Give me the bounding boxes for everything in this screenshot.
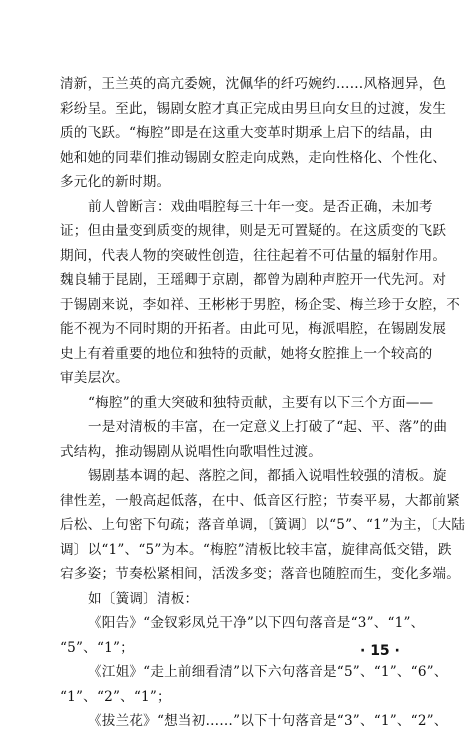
text-line: 史上有着重要的地位和独特的贡献，她将女腔推上一个较高的 xyxy=(60,345,433,362)
text-line: 于锡剧来说，李如祥、王彬彬于男腔，杨企雯、梅兰珍于女腔，不 xyxy=(60,296,461,313)
text-line: 锡剧基本调的起、落腔之间，都插入说唱性较强的清板。旋 xyxy=(88,468,447,484)
text-line: “1”、“2”、“1”； xyxy=(60,688,171,705)
text-line: 式结构，推动锡剧从说唱性向歌唱性过渡。 xyxy=(60,443,323,460)
text-line: 一是对清板的丰富，在一定意义上打破了“起、平、落”的曲 xyxy=(88,419,448,435)
page-number: · 15 · xyxy=(360,643,400,659)
text-line: 质的飞跃。“梅腔”即是在这重大变革时期承上启下的结晶，由 xyxy=(60,125,433,141)
text-line: 清新，王兰英的高亢委婉，沈佩华的纤巧婉约……风格迥异，色 xyxy=(60,76,447,92)
text-line: 《拔兰花》“想当初……”以下十句落音是“3”、“1”、“2”、 xyxy=(88,713,448,729)
text-line: 期间，代表人物的突破性创造，往往起着不可估量的辐射作用。 xyxy=(60,247,447,264)
body-text xyxy=(60,72,466,734)
text-line: 《江姐》“走上前细看清”以下六句落音是“5”、“1”、“6”、 xyxy=(88,664,448,680)
text-line: 律性差，一般高起低落，在中、低音区行腔；节奏平易，大都前紧 xyxy=(60,492,461,509)
text-line: 审美层次。 xyxy=(60,370,129,386)
text-line: 《阳告》“金钗彩凤兑干净”以下四句落音是“3”、“1”、 xyxy=(88,615,425,631)
text-line: 她和她的同辈们推动锡剧女腔走向成熟，走向性格化、个性化、 xyxy=(60,149,447,166)
text-line: 证；但由量变到质变的规律，则是无可置疑的。在这质变的飞跃 xyxy=(60,223,447,239)
text-line: 彩纷呈。至此，锡剧女腔才真正完成由男旦向女旦的过渡，发生 xyxy=(60,100,447,117)
text-line: 调〕以“1”、“5”为本。“梅腔”清板比较丰富，旋律高低交错，跌 xyxy=(60,541,452,558)
text-line: 后松、上句密下句疏；落音单调，〔簧调〕以“5”、“1”为主，〔大陆 xyxy=(60,517,466,533)
text-line: “梅腔”的重大突破和独特贡献，主要有以下三个方面—— xyxy=(88,394,434,411)
text-line: “5”、“1”； xyxy=(60,639,134,656)
text-line: 如〔簧调〕清板： xyxy=(88,590,199,607)
text-line: 魏良辅于昆剧，王瑶卿于京剧，都曾为剧种声腔开一代先河。对 xyxy=(60,272,447,288)
text-line: 多元化的新时期。 xyxy=(60,174,171,190)
text-line: 前人曾断言：戏曲唱腔每三十年一变。是否正确，未加考 xyxy=(88,198,433,215)
text-line: 宕多姿；节奏松紧相间，活泼多变；落音也随腔而生，变化多端。 xyxy=(60,566,461,582)
text-line: 能不视为不同时期的开拓者。由此可见，梅派唱腔，在锡剧发展 xyxy=(60,321,447,337)
